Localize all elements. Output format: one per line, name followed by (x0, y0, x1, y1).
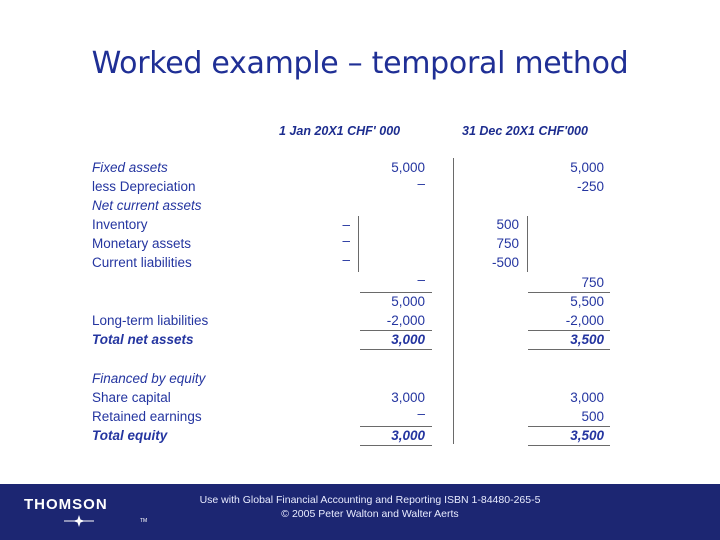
value-nca-total-dec: 750 (581, 275, 604, 290)
value-long-term-liabilities-jan: -2,000 (386, 313, 425, 328)
label-monetary-assets: Monetary assets (92, 236, 192, 251)
label-financed-by-equity: Financed by equity (92, 371, 206, 386)
rule-total-equity-dec (528, 426, 610, 427)
value-retained-earnings-dec: 500 (581, 409, 604, 424)
label-retained-earnings: Retained earnings (92, 409, 202, 424)
value-depreciation-dec: -250 (576, 179, 604, 194)
value-inventory-jan: – (342, 217, 350, 232)
rule-total-net-assets-jan (360, 330, 432, 331)
value-long-term-liabilities-dec: -2,000 (565, 313, 604, 328)
bracket-line-jan (358, 216, 359, 272)
value-depreciation-jan: – (417, 176, 425, 191)
column-divider (453, 158, 454, 444)
value-share-capital-dec: 3,000 (570, 390, 604, 405)
value-inventory-dec: 500 (496, 217, 519, 232)
value-share-capital-jan: 3,000 (391, 390, 425, 405)
label-inventory: Inventory (92, 217, 148, 232)
value-retained-earnings-jan: – (417, 406, 425, 421)
label-share-capital: Share capital (92, 390, 171, 405)
value-total-equity-dec: 3,500 (570, 428, 604, 443)
rule-total-equity-under-dec (528, 445, 610, 446)
value-fixed-assets-dec: 5,000 (570, 160, 604, 175)
label-fixed-assets: Fixed assets (92, 160, 168, 175)
footer-bar (0, 484, 720, 540)
value-nca-total-jan: – (417, 272, 425, 287)
value-fixed-assets-jan: 5,000 (391, 160, 425, 175)
value-monetary-assets-jan: – (342, 233, 350, 248)
column-header-1-jan: 1 Jan 20X1 CHF' 000 (279, 124, 401, 138)
footer-isbn-line: Use with Global Financial Accounting and Reporting ISBN 1-84480-265-5 (199, 494, 541, 506)
label-net-current-assets: Net current assets (92, 198, 202, 213)
slide-title: Worked example – temporal method (91, 46, 629, 81)
bracket-line-dec (527, 216, 528, 272)
label-long-term-liabilities: Long-term liabilities (92, 313, 209, 328)
label-total-equity: Total equity (92, 428, 168, 443)
value-subtotal-dec: 5,500 (570, 294, 604, 309)
thomson-logo: THOMSON (24, 496, 108, 513)
star-icon (64, 515, 94, 527)
value-monetary-assets-dec: 750 (496, 236, 519, 251)
footer-copyright-line: © 2005 Peter Walton and Walter Aerts (281, 508, 459, 520)
rule-subtotal-dec (528, 292, 610, 293)
rule-subtotal-jan (360, 292, 432, 293)
rule-total-net-assets-under-jan (360, 349, 432, 350)
label-less-depreciation: less Depreciation (92, 179, 196, 194)
rule-total-net-assets-under-dec (528, 349, 610, 350)
value-total-equity-jan: 3,000 (391, 428, 425, 443)
value-current-liabilities-jan: – (342, 252, 350, 267)
rule-total-net-assets-dec (528, 330, 610, 331)
rule-total-equity-under-jan (360, 445, 432, 446)
value-current-liabilities-dec: -500 (491, 255, 519, 270)
label-current-liabilities: Current liabilities (92, 255, 192, 270)
column-header-31-dec: 31 Dec 20X1 CHF'000 (462, 124, 588, 138)
rule-total-equity-jan (360, 426, 432, 427)
label-total-net-assets: Total net assets (92, 332, 194, 347)
value-total-net-assets-jan: 3,000 (391, 332, 425, 347)
trademark-mark: TM (140, 518, 148, 524)
value-total-net-assets-dec: 3,500 (570, 332, 604, 347)
value-subtotal-jan: 5,000 (391, 294, 425, 309)
